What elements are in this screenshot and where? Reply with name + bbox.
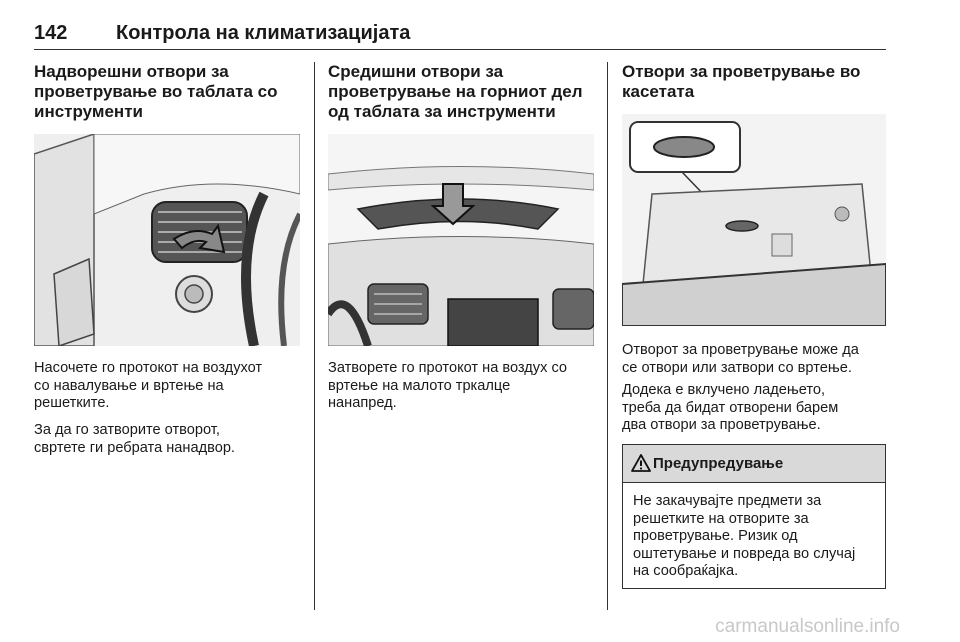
heading-line: од таблата за инструменти (328, 102, 556, 121)
heading-line: Средишни отвори за (328, 62, 504, 81)
text-line: со навалување и вртење на (34, 377, 224, 394)
heading-line: касетата (622, 82, 695, 101)
heading-line: Надворешни отвори за (34, 62, 229, 81)
text-line: Насочете го протокот на воздухот (34, 360, 263, 376)
heading-line: проветрување во таблата со (34, 82, 278, 101)
page-title: Контрола на климатизацијата (116, 22, 411, 44)
text-line: вртење на малото тркалце (328, 377, 511, 394)
text-line: два отвори за проветрување. (622, 417, 821, 433)
text-line: треба да бидат отворени барем (622, 399, 839, 416)
section-heading (34, 62, 300, 122)
paragraph (34, 422, 300, 457)
text-line: решетките. (34, 395, 110, 411)
watermark: carmanualsonline.info (715, 616, 900, 637)
paragraph (622, 382, 886, 435)
page-number: 142 (34, 22, 68, 44)
text-line: Затворете го протокот на воздух со (328, 360, 568, 376)
warning-box (622, 444, 886, 589)
warning-title: Предупредување (653, 455, 784, 472)
outer-vent-illustration (34, 134, 300, 346)
text-line: Не закачувајте предмети за (633, 493, 822, 509)
text-line: нанапред. (328, 395, 397, 411)
center-vent-illustration (328, 134, 594, 346)
paragraph (622, 342, 886, 377)
header-rule (34, 49, 886, 50)
warning-header (623, 445, 885, 483)
heading-line: проветрување на горниот дел (328, 82, 583, 101)
warning-text (633, 493, 883, 581)
section-outer-vents (34, 62, 300, 456)
warning-triangle-icon (631, 453, 651, 473)
text-line: За да го затворите отворот, (34, 422, 220, 438)
glovebox-vent-illustration (622, 114, 886, 326)
paragraph (34, 360, 300, 413)
section-heading (328, 62, 594, 122)
section-heading (622, 62, 886, 102)
heading-line: инструменти (34, 102, 143, 121)
text-line: проветрување. Ризик од (633, 528, 798, 544)
text-line: оштетување и повреда во случај (633, 545, 856, 562)
text-line: на сообраќајка. (633, 563, 739, 579)
text-line: Додека е вклучено ладењето, (622, 382, 826, 398)
column-divider-2 (607, 62, 608, 610)
paragraph (328, 360, 594, 413)
column-divider-1 (314, 62, 315, 610)
text-line: се отвори или затвори со вртење. (622, 359, 852, 376)
section-center-vents (328, 62, 594, 411)
heading-line: Отвори за проветрување во (622, 62, 861, 81)
section-glovebox-vents (622, 62, 886, 433)
text-line: решетките на отворите за (633, 510, 809, 527)
text-line: свртете ги ребрата нанадвор. (34, 439, 235, 456)
page-header (34, 16, 886, 50)
text-line: Отворот за проветрување може да (622, 342, 859, 358)
